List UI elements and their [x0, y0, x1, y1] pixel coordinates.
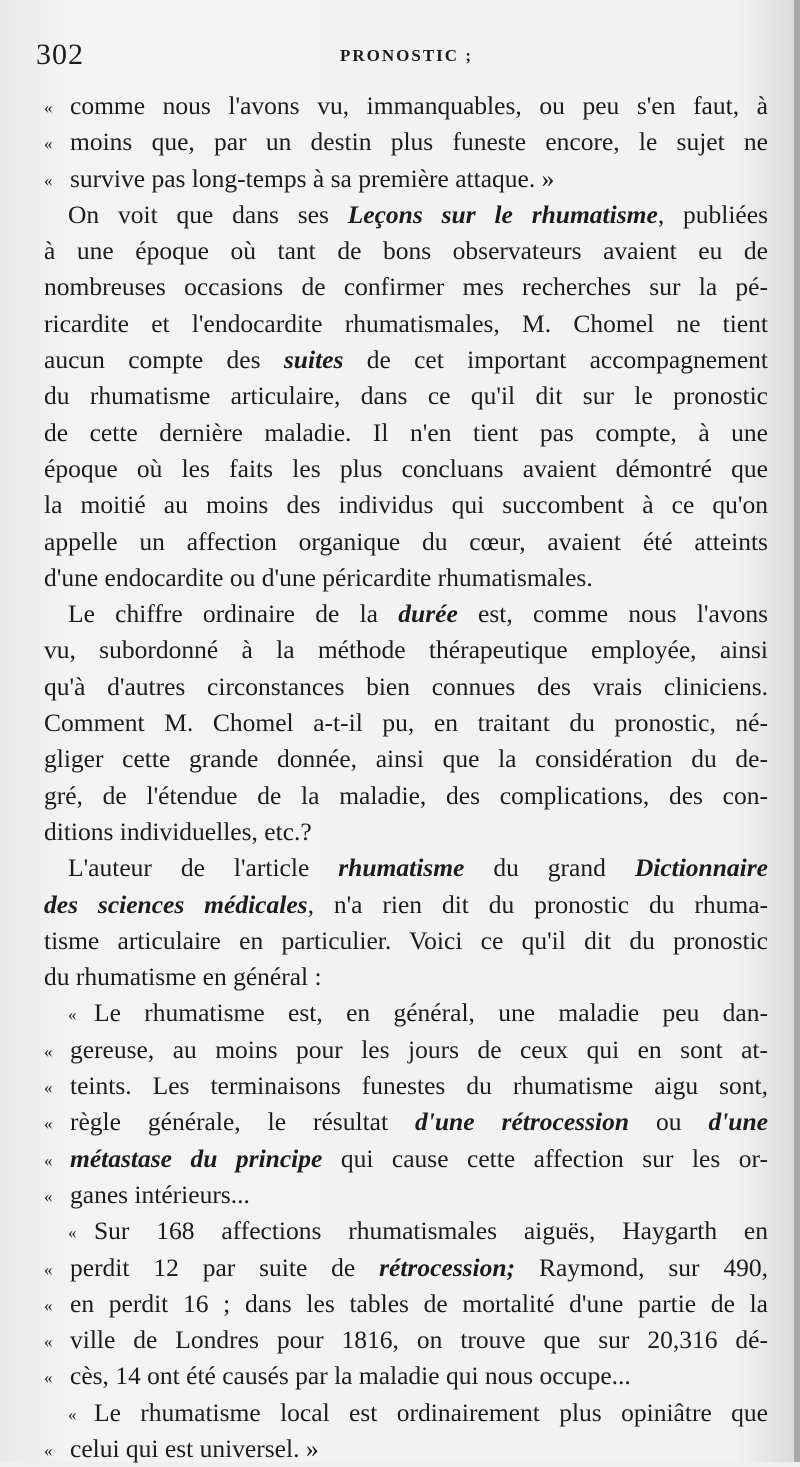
text-line: gliger cette grande donnée, ainsi que la considération du de- [44, 744, 768, 774]
text-line: époque où les faits les plus concluans avaient démontré que [44, 453, 768, 483]
quote-mark: « [44, 1259, 53, 1279]
text-line: « Le rhumatisme est, en général, une maladie peu dan- [44, 995, 768, 1031]
text-line: ditions individuelles, etc.? [44, 816, 312, 846]
quote-mark: « [68, 1223, 77, 1243]
text-line: la moitié au moins des individus qui succombent à ce qu'on [44, 490, 768, 520]
running-head: PRONOSTIC ; [340, 46, 473, 65]
text-line: « celui qui est universel. » [44, 1431, 768, 1467]
text-line: L'auteur de l'article rhumatisme du grand Dictionnaire [68, 853, 768, 883]
text-line: On voit que dans ses Leçons sur le rhumatisme, publiées [68, 199, 768, 229]
text-line: Comment M. Chomel a-t-il pu, en traitant du pronostic, né- [44, 708, 768, 738]
page-number: 302 [36, 38, 84, 71]
quote-mark: « [44, 1041, 53, 1061]
italic-term: rhumatisme [338, 853, 465, 883]
text-line: « moins que, par un destin plus funeste encore, le sujet ne [44, 124, 768, 160]
body-text [44, 88, 768, 1467]
text-line: Le chiffre ordinaire de la durée est, comme nous l'avons [68, 599, 768, 629]
quote-mark: « [44, 98, 53, 117]
quote-mark: « [44, 1368, 53, 1388]
italic-title: Leçons sur le rhumatisme [347, 199, 658, 229]
quote-mark: « [44, 1150, 53, 1170]
text-line: « ganes intérieurs... [44, 1177, 768, 1213]
quote-mark: « [44, 1332, 53, 1352]
text-line: « gereuse, au moins pour les jours de ceux qui en sont at- [44, 1032, 768, 1068]
text-line: « Le rhumatisme local est ordinairement plus opiniâtre que [44, 1395, 768, 1431]
text-line: « teints. Les terminaisons funestes du rhumatisme aigu sont, [44, 1068, 768, 1104]
text-line: ricardite et l'endocardite rhumatismales, M. Chomel ne tient [44, 308, 768, 338]
text-line: de cette dernière maladie. Il n'en tient pas compte, à une [44, 417, 768, 447]
quote-mark: « [44, 134, 53, 154]
text-line: « Sur 168 affections rhumatismales aiguës, Haygarth en [44, 1213, 768, 1249]
text-line: du rhumatisme articulaire, dans ce qu'il dit sur le pronostic [44, 381, 768, 411]
italic-term: métastase du principe [70, 1143, 323, 1173]
quote-mark: « [68, 1005, 77, 1025]
quote-mark: « [68, 1404, 77, 1424]
text-line: tisme articulaire en particulier. Voici ce qu'il dit du pronostic [44, 925, 768, 955]
quote-mark: « [44, 1186, 53, 1206]
text-line: gré, de l'étendue de la maladie, des complications, des con- [44, 780, 768, 810]
page-header [0, 38, 800, 78]
text-line: du rhumatisme en général : [44, 962, 322, 992]
quote-mark: « [44, 1295, 53, 1315]
text-line: « en perdit 16 ; dans les tables de mortalité d'une partie de la [44, 1286, 768, 1322]
text-line: aucun compte des suites de cet important accompagnement [44, 345, 768, 375]
text-line: « règle générale, le résultat d'une rétrocession ou d'une [44, 1104, 768, 1140]
italic-title: des sciences médicales [44, 889, 308, 919]
italic-term: suites [283, 345, 344, 375]
text-line: « cès, 14 ont été causés par la maladie qui nous occupe... [44, 1358, 768, 1394]
text-line: nombreuses occasions de confirmer mes recherches sur la pé- [44, 272, 768, 302]
text-line: « survive pas long-temps à sa première attaque. » [44, 161, 768, 197]
text-line: « métastase du principe qui cause cette affection sur les or- [44, 1141, 768, 1177]
quote-mark: « [44, 1078, 53, 1098]
text-line: « ville de Londres pour 1816, on trouve que sur 20,316 dé- [44, 1322, 768, 1358]
italic-term: durée [398, 599, 458, 629]
text-line: des sciences médicales, n'a rien dit du pronostic du rhuma- [44, 889, 768, 919]
text-line: à une époque où tant de bons observateurs avaient eu de [44, 236, 768, 266]
italic-term: rétrocession; [379, 1252, 516, 1282]
quote-mark: « [44, 1440, 53, 1460]
text-line: « comme nous l'avons vu, immanquables, ou peu s'en faut, à [44, 88, 768, 124]
text-line: vu, subordonné à la méthode thérapeutique employée, ainsi [44, 635, 768, 665]
quote-mark: « [44, 170, 53, 190]
quote-mark: « [44, 1114, 53, 1134]
text-line: « perdit 12 par suite de rétrocession; Raymond, sur 490, [44, 1250, 768, 1286]
text-line: appelle un affection organique du cœur, avaient été atteints [44, 526, 768, 556]
italic-term: d'une rétrocession [415, 1107, 630, 1137]
text-line: d'une endocardite ou d'une péricardite rhumatismales. [44, 562, 593, 592]
italic-term: d'une [708, 1107, 768, 1137]
italic-title: Dictionnaire [634, 853, 768, 883]
text-line: qu'à d'autres circonstances bien connues des vrais cliniciens. [44, 671, 768, 701]
page-edge [794, 0, 800, 1462]
